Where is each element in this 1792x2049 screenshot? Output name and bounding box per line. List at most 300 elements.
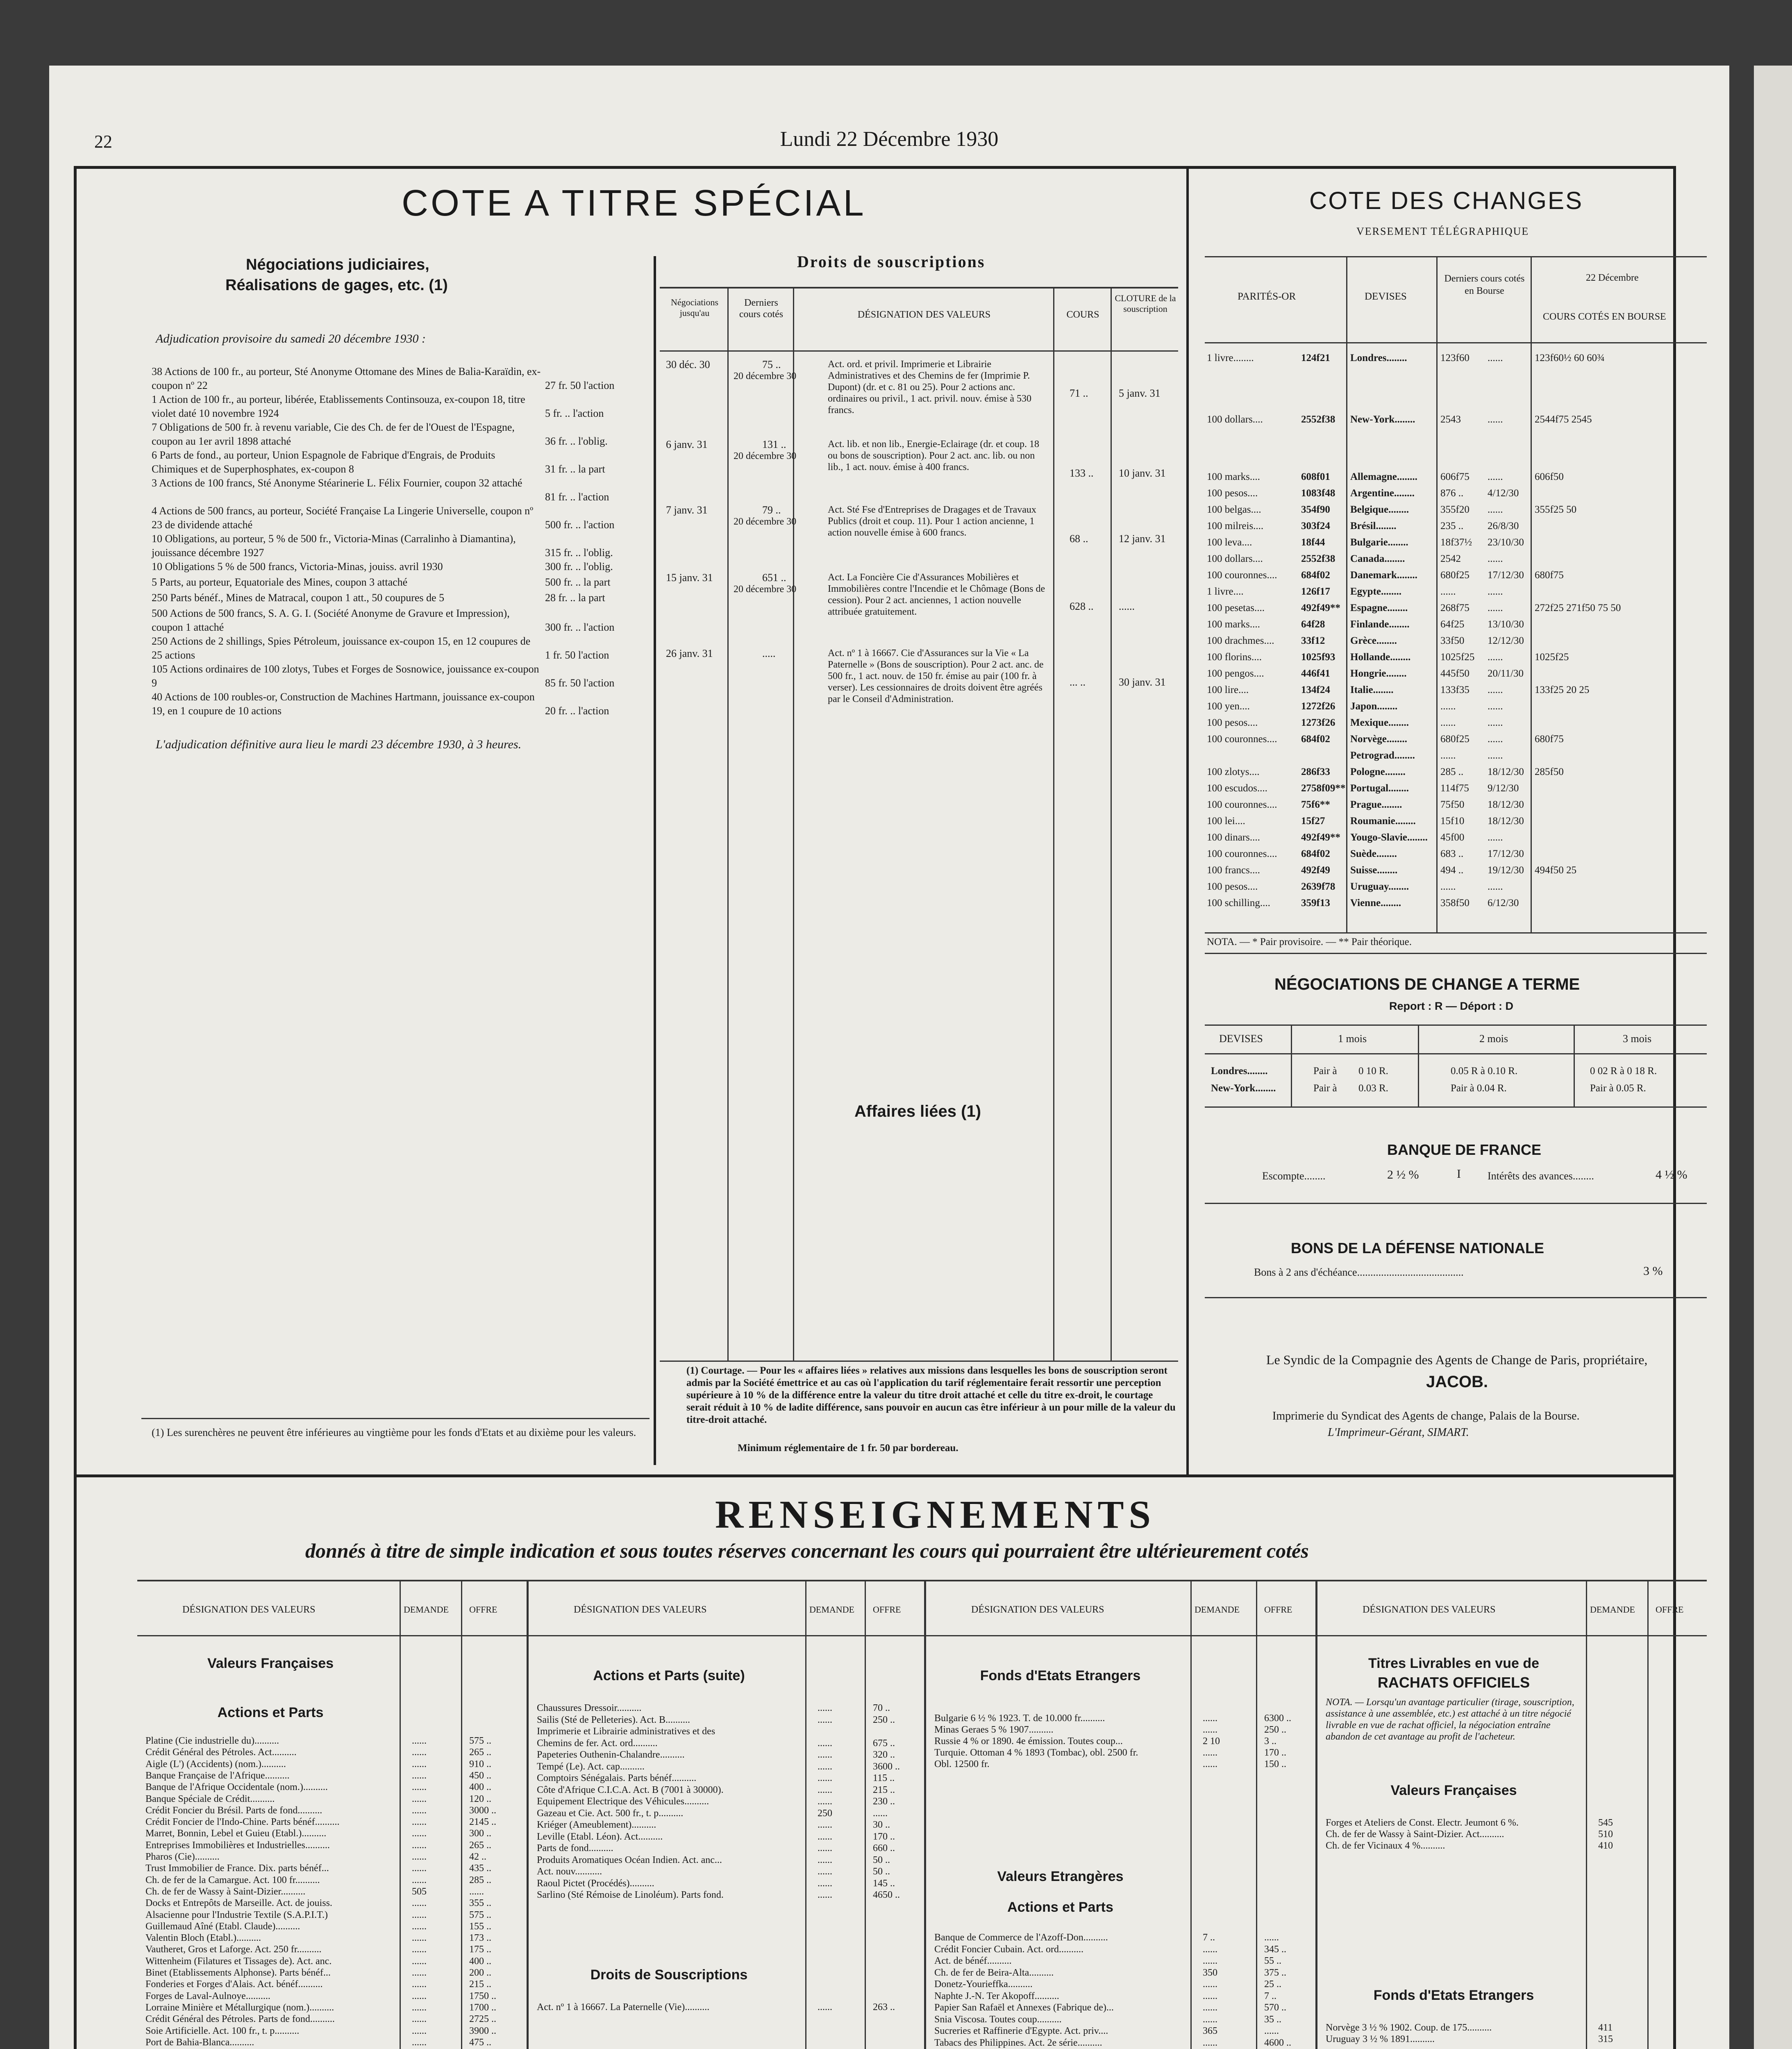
rens-row-name: Tempé (Le). Act. cap.......... (537, 1761, 645, 1772)
rens-row-offre: 50 .. (873, 1866, 890, 1877)
changes-row-devise: Allemagne........ (1350, 471, 1417, 482)
rens-row-name: Entreprises Immobilières et Industrielles.......... (145, 1840, 330, 1851)
rens-row-offre: 50 .. (873, 1854, 890, 1865)
adjudication-item-price: 300 fr. .. l'action (545, 621, 615, 633)
changes-row-date: 17/12/30 (1488, 848, 1524, 859)
changes-row-parite: 100 dinars.... (1207, 832, 1260, 843)
rens-row-demande: ...... (818, 1703, 832, 1713)
rens-row-offre: 120 .. (469, 1793, 491, 1804)
rens-row-name: Ch. de fer de la Camargue. Act. 100 fr.......... (145, 1874, 320, 1885)
adjudication-item-text: 105 Actions ordinaires de 100 zlotys, Tubes et Forges de Sosnowice, jouissance ex-coupon 9 (152, 663, 539, 689)
changes-row-dernier: 18f37½ (1440, 537, 1472, 548)
changes-row-devise: Portugal........ (1350, 783, 1409, 794)
rens-row-name: Kriéger (Ameublement).......... (537, 1820, 656, 1830)
rens-row-name: Chemins de fer. Act. ord.......... (537, 1738, 658, 1749)
changes-row-devise: Egypte........ (1350, 586, 1401, 597)
renseignements-title: RENSEIGNEMENTS (715, 1492, 1156, 1536)
rens-row-demande: ...... (412, 2014, 427, 2025)
bons-defense-value: 3 % (1643, 1264, 1663, 1278)
rens-row-demande: ...... (412, 1828, 427, 1839)
rens-row-name: Act. nº 1 à 16667. La Paternelle (Vie).......... (537, 2002, 710, 2013)
rens-header-offre: OFFRE (873, 1604, 901, 1615)
cote-titre-special-title: COTE A TITRE SPÉCIAL (402, 183, 866, 224)
changes-row-date: 18/12/30 (1488, 799, 1524, 810)
rens-row-name: Guillemaud Aîné (Etabl. Claude).......... (145, 1921, 300, 1932)
rens-row-demande: ...... (1203, 1713, 1217, 1724)
syndic-line-3: L'Imprimeur-Gérant, SIMART. (1328, 1426, 1469, 1439)
droits-header-designation: DÉSIGNATION DES VALEURS (857, 309, 991, 320)
syndic-line-2: Imprimerie du Syndicat des Agents de change, Palais de la Bourse. (1272, 1410, 1580, 1422)
adjudication-item-text: 3 Actions de 100 francs, Sté Anonyme Stéarinerie L. Félix Fournier, coupon 32 attaché (152, 477, 522, 489)
rens-row-offre: 250 .. (1264, 1724, 1286, 1735)
rens-header-rule (137, 1635, 1707, 1636)
rens-row-name: Crédit Général des Pétroles. Parts de fond.......... (145, 2014, 335, 2025)
rens-row-demande: 350 (1203, 1967, 1217, 1978)
rens-row-name: Aigle (L') (Accidents) (nom.).......... (145, 1758, 286, 1770)
rens-row-demande: ...... (412, 1805, 427, 1816)
terme-row-devise: Londres........ (1211, 1065, 1268, 1077)
adjudication-item-price: 31 fr. .. la part (545, 463, 605, 475)
changes-row-date: ...... (1488, 734, 1503, 745)
rens-row-demande: ...... (1203, 1956, 1217, 1966)
droits-header-cours: COURS (1066, 309, 1099, 320)
rens-row-name: Forges de Laval-Aulnoye.......... (145, 1990, 270, 2001)
rens-row-offre: 3600 .. (873, 1761, 900, 1772)
rens-row-name: Côte d'Afrique C.I.C.A. Act. B (7001 à 30000). (537, 1784, 724, 1795)
rens-row-name: Crédit Foncier du Brésil. Parts de fond.......... (145, 1805, 323, 1816)
rens-row-name: Ch. de fer de Beira-Alta.......... (934, 1967, 1054, 1978)
rens-header-demande: DEMANDE (1590, 1604, 1635, 1615)
changes-row-devise: Mexique........ (1350, 717, 1409, 728)
rens-header-demande: DEMANDE (1195, 1604, 1240, 1615)
adjudication-item-price: 36 fr. .. l'oblig. (545, 435, 608, 447)
rens-row-demande: ...... (818, 1749, 832, 1760)
adjudication-item-text: 10 Obligations, au porteur, 5 % de 500 fr., Victoria-Minas (Carralinho à Diamantina), jouissance décembre 1927 (152, 533, 516, 559)
terme-header-rule (1205, 1053, 1707, 1054)
rens-header-offre: OFFRE (469, 1604, 497, 1615)
rens-row-demande: ...... (412, 1921, 427, 1932)
changes-row-cours: 123f60½ 60 60¾ (1535, 352, 1605, 363)
rens-row-offre: 3 .. (1264, 1736, 1276, 1747)
changes-row-parite: 100 francs.... (1207, 865, 1260, 876)
rens-row-offre: 435 .. (469, 1863, 491, 1874)
changes-header-rule (1205, 342, 1707, 343)
rens-row-demande: ...... (412, 1898, 427, 1909)
banque-separator: I (1457, 1167, 1461, 1181)
changes-row-cours: 2544f75 2545 (1535, 414, 1592, 425)
changes-row-dernier: 606f75 (1440, 471, 1469, 482)
changes-row-dernier: 268f75 (1440, 602, 1469, 613)
changes-row-devise: Grèce........ (1350, 635, 1397, 646)
rens-row-offre: 7 .. (1264, 1990, 1276, 2001)
droits-row-dernier: ..... (762, 647, 776, 659)
adjudication-item-text: 40 Actions de 100 roubles-or, Construction de Machines Hartmann, jouissance ex-coupon 19, en 1 coupure de 10 actions (152, 691, 535, 717)
droits-row-date: 6 janv. 31 (666, 438, 708, 450)
rens-row-offre: 215 .. (469, 1979, 491, 1990)
changes-row-parite: 100 drachmes.... (1207, 635, 1274, 646)
changes-row-devise: Espagne........ (1350, 602, 1408, 613)
rens-row-offre: 173 .. (469, 1933, 491, 1944)
changes-col-line-2 (1436, 256, 1438, 932)
rens-row-offre: 3900 .. (469, 2025, 496, 2036)
changes-row-or: 1273f26 (1301, 717, 1335, 728)
change-terme-title: NÉGOCIATIONS DE CHANGE A TERME (1274, 975, 1580, 993)
rens-row-offre: ...... (873, 1808, 888, 1819)
rens-section-valeurs-francaises: Valeurs Françaises (207, 1656, 334, 1671)
rens-row-offre: 575 .. (469, 1909, 491, 1920)
adjudication-item-text: 10 Obligations 5 % de 500 francs, Victoria-Minas, jouiss. avril 1930 (152, 561, 443, 572)
changes-row-parite: 100 zlotys.... (1207, 766, 1260, 777)
changes-header-cours: COURS COTÉS EN BOURSE (1543, 311, 1666, 322)
rens-header-demande: DEMANDE (404, 1604, 449, 1615)
cote-changes-title: COTE DES CHANGES (1309, 187, 1583, 214)
rens-row-demande: ...... (818, 1866, 832, 1877)
rens-row-demande: ...... (818, 1820, 832, 1830)
droits-header-dernier: Derniers cours cotés (739, 298, 784, 320)
rens-row-offre: 230 .. (873, 1796, 895, 1807)
rens-col-line (1586, 1580, 1587, 2049)
changes-row-or: 286f33 (1301, 766, 1330, 777)
changes-row-or: 354f90 (1301, 504, 1330, 515)
changes-row-date: 4/12/30 (1488, 488, 1519, 499)
rens-row-name: Banque de Commerce de l'Azoff-Don.......... (934, 1932, 1108, 1943)
changes-row-or: 1083f48 (1301, 488, 1335, 499)
rens-row-name: Parts de fond.......... (537, 1843, 613, 1854)
rens-section-fonds-etats: Fonds d'Etats Etrangers (980, 1668, 1141, 1683)
changes-row-parite: 100 pengos.... (1207, 668, 1264, 679)
rens-row-name: Forges et Ateliers de Const. Electr. Jeumont 6 %. (1326, 1817, 1519, 1828)
changes-row-devise: Yougo-Slavie........ (1350, 832, 1428, 843)
changes-row-devise: Suède........ (1350, 848, 1397, 859)
rens-row-offre: 42 .. (469, 1851, 486, 1862)
rens-row-demande: ...... (412, 1747, 427, 1758)
rens-row-name: Soie Artificielle. Act. 100 fr., t. p.......... (145, 2025, 300, 2036)
changes-row-cours: 494f50 25 (1535, 865, 1577, 876)
affaires-liees-title: Affaires liées (1) (854, 1102, 981, 1120)
changes-row-devise: Brésil........ (1350, 520, 1397, 532)
droits-row-cloture: 10 janv. 31 (1119, 467, 1166, 479)
changes-row-dernier: ...... (1440, 586, 1456, 597)
changes-row-devise: Suisse........ (1350, 865, 1398, 876)
rens-row-name: Imprimerie et Librairie administratives et des (537, 1726, 715, 1737)
terme-col-line-1 (1291, 1024, 1292, 1106)
changes-row-date: ...... (1488, 586, 1503, 597)
rens-row-name: Act. de bénéf.......... (934, 1956, 1012, 1966)
rens-row-name: Ch. de fer de Wassy à Saint-Dizier.......... (145, 1886, 306, 1897)
terme-header-devises: DEVISES (1219, 1033, 1263, 1045)
adjudication-definitive: L'adjudication définitive aura lieu le mardi 23 décembre 1930, à 3 heures. (156, 738, 522, 751)
rens-col-line (1256, 1580, 1257, 2049)
changes-row-parite: 100 couronnes.... (1207, 799, 1277, 810)
rens-row-demande: 410 (1598, 1840, 1613, 1851)
changes-row-parite: 100 lei.... (1207, 816, 1245, 827)
droits-row-cloture: 12 janv. 31 (1119, 533, 1166, 545)
changes-col-line-3 (1531, 256, 1532, 932)
terme-header-2mois: 2 mois (1479, 1033, 1508, 1045)
terme-row-2mois: 0.05 R à 0.10 R. (1451, 1065, 1518, 1077)
rens-section-droits: Droits de Souscriptions (590, 1967, 748, 1983)
droits-row-date: 7 janv. 31 (666, 504, 708, 516)
rens-row-demande: ...... (412, 1944, 427, 1955)
droits-row-dernier-date: 20 décembre 30 (734, 371, 797, 382)
rens-row-name: Chaussures Dressoir.......... (537, 1703, 642, 1713)
droits-header-date: Négociations jusqu'au (670, 297, 719, 318)
rens-row-demande: ...... (818, 1784, 832, 1795)
terme-row-2mois: Pair à 0.04 R. (1451, 1083, 1507, 1094)
rens-row-demande: 505 (412, 1886, 427, 1897)
rens-row-offre: 145 .. (873, 1878, 895, 1889)
changes-row-dernier: 445f50 (1440, 668, 1469, 679)
rens-row-offre: 150 .. (1264, 1759, 1286, 1770)
changes-row-devise: Hongrie........ (1350, 668, 1407, 679)
rens-row-name: Bulgarie 6 ½ % 1923. T. de 10.000 fr.......... (934, 1713, 1105, 1724)
rens-row-name: Valentin Bloch (Etabl.).......... (145, 1933, 261, 1944)
changes-row-date: ...... (1488, 717, 1503, 728)
changes-row-date: 26/8/30 (1488, 520, 1519, 532)
terme-row-1mois-a: Pair à (1313, 1065, 1337, 1077)
rens-row-demande: ...... (412, 1817, 427, 1828)
rens-row-demande: ...... (818, 1831, 832, 1842)
rens-row-name: Wittenheim (Filatures et Tissages de). Act. anc. (145, 1956, 332, 1967)
rens-row-name: Lorraine Minière et Métallurgique (nom.).......... (145, 2002, 334, 2013)
rens-col-line (400, 1580, 401, 2049)
rens-row-demande: ...... (1203, 1724, 1217, 1735)
rens-row-name: Ch. de fer de Wassy à Saint-Dizier. Act.......... (1326, 1829, 1504, 1840)
changes-row-cours: 606f50 (1535, 471, 1564, 482)
rens-row-offre: 300 .. (469, 1828, 491, 1839)
droits-row-cours: 628 .. (1070, 600, 1094, 612)
changes-row-date: 12/12/30 (1488, 635, 1524, 646)
changes-row-dernier: 680f25 (1440, 734, 1469, 745)
changes-row-dernier: 33f50 (1440, 635, 1465, 646)
rens-row-offre: 400 .. (469, 1782, 491, 1793)
rens-row-demande: ...... (1203, 1990, 1217, 2001)
rens-row-demande: 2 10 (1203, 1736, 1220, 1747)
adjudication-item-price: 300 fr. .. l'oblig. (545, 561, 613, 572)
changes-row-or: 15f27 (1301, 816, 1325, 827)
rens-row-demande: ...... (818, 1773, 832, 1783)
rens-row-name: Tabacs des Philippines. Act. 2e série.......... (934, 2037, 1102, 2048)
rens-header-designation: DÉSIGNATION DES VALEURS (574, 1604, 707, 1615)
changes-row-date: 20/11/30 (1488, 668, 1524, 679)
changes-row-cours: 285f50 (1535, 766, 1564, 777)
rens-row-offre: 575 .. (469, 1736, 491, 1746)
droits-col-line-1 (727, 287, 729, 1361)
rens-row-offre: ...... (469, 1886, 484, 1897)
adjudication-item-price: 20 fr. .. l'action (545, 705, 609, 717)
droits-row-cours: 71 .. (1070, 387, 1088, 399)
changes-row-devise: Uruguay........ (1350, 881, 1409, 892)
adjudication-item-text: 500 Actions de 500 francs, S. A. G. I. (Société Anonyme de Gravure et Impression), coupon 1 attaché (152, 607, 510, 633)
changes-row-parite: 100 marks.... (1207, 619, 1260, 630)
changes-row-devise: Canada........ (1350, 553, 1405, 564)
syndic-line-1: Le Syndic de la Compagnie des Agents de Change de Paris, propriétaire, (1266, 1352, 1648, 1367)
rens-row-name: Banque Française de l'Afrique.......... (145, 1770, 290, 1781)
rens-row-demande: ...... (412, 1967, 427, 1978)
changes-col-line-1 (1346, 256, 1347, 932)
rens-row-demande: ...... (1203, 1747, 1217, 1758)
changes-row-or: 124f21 (1301, 352, 1330, 363)
rens-row-offre: ...... (1264, 2026, 1279, 2036)
rens-row-offre: 30 .. (873, 1820, 890, 1830)
separator-right (1186, 168, 1189, 1477)
changes-row-parite: 100 florins.... (1207, 652, 1262, 663)
changes-row-devise: Hollande........ (1350, 652, 1411, 663)
syndic-name: JACOB. (1426, 1373, 1488, 1391)
rens-row-demande: ...... (818, 2002, 832, 2013)
adjudication-item-price: 27 fr. 50 l'action (545, 379, 615, 391)
changes-row-parite: 1 livre.... (1207, 586, 1244, 597)
rens-row-offre: 400 .. (469, 1956, 491, 1967)
changes-row-parite: 100 escudos.... (1207, 783, 1267, 794)
rens-row-offre: 4650 .. (873, 1890, 900, 1900)
rens-header-demande: DEMANDE (809, 1604, 854, 1615)
rens-row-name: Snia Viscosa. Toutes coup.......... (934, 2014, 1062, 2025)
changes-row-dernier: ...... (1440, 701, 1456, 712)
changes-row-dernier: 64f25 (1440, 619, 1465, 630)
changes-row-parite: 100 dollars.... (1207, 414, 1263, 425)
rens-col-line (461, 1580, 462, 2049)
changes-row-cours: 1025f25 (1535, 652, 1569, 663)
terme-bottom-rule (1205, 1106, 1707, 1108)
rens-row-name: Fonderies et Forges d'Alais. Act. bénéf.......... (145, 1979, 323, 1990)
rens-section-rachats-officiels: RACHATS OFFICIELS (1377, 1674, 1530, 1691)
rens-row-demande: ...... (412, 1874, 427, 1885)
changes-row-or: 2552f38 (1301, 553, 1335, 564)
droits-row-designation: Act. La Foncière Cie d'Assurances Mobilières et Immobilières contre l'Incendie et le Chômage (Bons de cession). Pour 2 act. anciennes, 1 action nouvelle attribuée gratuitement. (828, 572, 1045, 617)
changes-row-or: 134f24 (1301, 684, 1330, 695)
rens-row-demande: ...... (818, 1843, 832, 1854)
rens-row-demande: ...... (1203, 2002, 1217, 2013)
rens-row-name: Papeteries Outhenin-Chalandre.......... (537, 1749, 685, 1760)
changes-row-or: 75f6** (1301, 799, 1330, 810)
page-number: 22 (94, 132, 112, 152)
droits-title: Droits de souscriptions (797, 252, 986, 271)
rens-row-demande: ...... (1203, 2037, 1217, 2048)
droits-row-dernier-date: 20 décembre 30 (734, 451, 797, 461)
rens-row-offre: 265 .. (469, 1747, 491, 1758)
changes-row-or: 492f49 (1301, 865, 1330, 876)
rens-row-offre: 250 .. (873, 1714, 895, 1725)
changes-row-parite: 1 livre........ (1207, 352, 1254, 363)
changes-nota: NOTA. — * Pair provisoire. — ** Pair théorique. (1207, 936, 1412, 947)
terme-top-rule (1205, 1024, 1707, 1026)
rens-row-name: Leville (Etabl. Léon). Act.......... (537, 1831, 663, 1842)
changes-row-devise: Finlande........ (1350, 619, 1410, 630)
terme-row-3mois: 0 02 R à 0 18 R. (1590, 1065, 1657, 1077)
rens-row-name: Port de Bahia-Blanca.......... (145, 2037, 254, 2048)
changes-row-date: ...... (1488, 750, 1503, 761)
changes-row-dernier: ...... (1440, 881, 1456, 892)
droits-col-line-3 (1053, 287, 1054, 1361)
rens-row-demande: 250 (818, 1808, 832, 1819)
rens-row-demande: ...... (412, 2037, 427, 2048)
changes-row-or: 684f02 (1301, 734, 1330, 745)
droits-row-date: 30 déc. 30 (666, 359, 710, 370)
rens-row-name: Docks et Entrepôts de Marseille. Act. de jouiss. (145, 1898, 332, 1909)
changes-top-rule (1205, 256, 1707, 257)
changes-row-or: 492f49** (1301, 602, 1340, 613)
renseignements-subtitle: donnés à titre de simple indication et sous toutes réserves concernant les cours qui pourraient être ultérieurement cotés (305, 1539, 1309, 1562)
rens-row-name: Sailis (Sté de Pelleteries). Act. B.......... (537, 1714, 690, 1725)
terme-col-line-3 (1574, 1024, 1575, 1106)
rens-row-offre: 175 .. (469, 1944, 491, 1955)
changes-row-or: 446f41 (1301, 668, 1330, 679)
rens-row-offre: 70 .. (873, 1703, 890, 1713)
changes-row-devise: Roumanie........ (1350, 816, 1416, 827)
rens-row-name: Norvège 3 ½ % 1902. Coup. de 175.......... (1326, 2022, 1492, 2033)
rens-row-offre: 215 .. (873, 1784, 895, 1795)
rens-row-offre: 25 .. (1264, 1979, 1281, 1990)
cote-footnote: (1) Les surenchères ne peuvent être inférieures au vingtième pour les fonds d'Etats et au dixième pour les valeurs. (152, 1427, 636, 1438)
rens-header-offre: OFFRE (1656, 1604, 1684, 1615)
rens-row-name: Marret, Bonnin, Lebel et Guieu (Etabl.).......... (145, 1828, 327, 1839)
changes-row-date: 18/12/30 (1488, 766, 1524, 777)
changes-row-dernier: 2542 (1440, 553, 1461, 564)
changes-row-or: 2552f38 (1301, 414, 1335, 425)
rens-row-demande: ...... (412, 1793, 427, 1804)
changes-row-parite: 100 marks.... (1207, 471, 1260, 482)
adjudication-item-text: 4 Actions de 500 francs, au porteur, Société Française La Lingerie Universelle, coupon nº 23 de dividende attaché (152, 505, 534, 531)
changes-row-devise: Norvège........ (1350, 734, 1407, 745)
rens-row-name: Raoul Pictet (Procédés).......... (537, 1878, 654, 1889)
changes-row-dernier: 235 .. (1440, 520, 1464, 532)
changes-row-dernier: 2543 (1440, 414, 1461, 425)
rens-row-demande: ...... (412, 1851, 427, 1862)
changes-row-parite: 100 pesos.... (1207, 488, 1258, 499)
rens-row-name: Donetz-Yourieffka.......... (934, 1979, 1033, 1990)
adjudication-item-text: 250 Parts bénéf., Mines de Matracal, coupon 1 att., 50 coupures de 5 (152, 592, 445, 604)
adjudication-item-text: 7 Obligations de 500 fr. à revenu variable, Cie des Ch. de fer de l'Ouest de l'Espagne, coupon au 1er avril 1898 attaché (152, 421, 515, 447)
terme-col-line-2 (1418, 1024, 1419, 1106)
changes-row-parite: 100 belgas.... (1207, 504, 1261, 515)
terme-row-3mois: Pair à 0.05 R. (1590, 1083, 1646, 1094)
rens-row-demande: ...... (1203, 1759, 1217, 1770)
rens-row-name: Russie 4 % or 1890. 4e émission. Toutes coup... (934, 1736, 1123, 1747)
changes-row-devise: Pologne........ (1350, 766, 1406, 777)
rens-section-valeurs-etrangeres: Valeurs Etrangères (997, 1869, 1124, 1884)
rens-col-separator (1315, 1580, 1317, 2049)
changes-row-date: 9/12/30 (1488, 783, 1519, 794)
rens-row-offre: 910 .. (469, 1758, 491, 1770)
rens-row-name: Binet (Etablissements Alphonse). Parts bénéf... (145, 1967, 331, 1978)
changes-row-devise: Japon........ (1350, 701, 1398, 712)
droits-row-date: 15 janv. 31 (666, 572, 713, 584)
rens-row-offre: 170 .. (1264, 1747, 1286, 1758)
rens-row-offre: 345 .. (1264, 1944, 1286, 1955)
rens-nota: NOTA. — Lorsqu'un avantage particulier (tirage, souscription, assistance à une assemblée, etc.) est attaché à un titre négocié livrable en vue de rachat officiel, la négociation entraîne abandon de cet avantage au profit de l'acheteur. (1326, 1697, 1574, 1742)
rens-row-name: Uruguay 3 ½ % 1891.......... (1326, 2034, 1435, 2044)
change-terme-subtitle: Report : R — Déport : D (1389, 1000, 1513, 1012)
changes-row-parite: 100 schilling.... (1207, 897, 1270, 909)
adjudication-item-text: 6 Parts de fond., au porteur, Union Espagnole de Fabrique d'Engrais, de Produits Chimiques et de Superphosphates, ex-coupon 8 (152, 449, 495, 475)
rens-row-demande: ...... (412, 1956, 427, 1967)
rens-row-offre: 55 .. (1264, 1956, 1281, 1966)
rens-row-offre: 285 .. (469, 1874, 491, 1885)
rens-row-demande: 411 (1598, 2022, 1613, 2033)
droits-row-cours: ... .. (1070, 676, 1086, 688)
adjudication-item-price: 315 fr. .. l'oblig. (545, 547, 613, 559)
changes-row-date: 18/12/30 (1488, 816, 1524, 827)
rens-header-designation: DÉSIGNATION DES VALEURS (182, 1604, 316, 1615)
cote-subtitle-2: Réalisations de gages, etc. (1) (225, 277, 448, 294)
changes-row-parite: 100 dollars.... (1207, 553, 1263, 564)
rens-row-offre: 6300 .. (1264, 1713, 1291, 1724)
changes-row-or: 492f49** (1301, 832, 1340, 843)
changes-row-devise: Argentine........ (1350, 488, 1415, 499)
changes-row-or: 1272f26 (1301, 701, 1335, 712)
changes-row-or: 2758f09** (1301, 783, 1346, 794)
